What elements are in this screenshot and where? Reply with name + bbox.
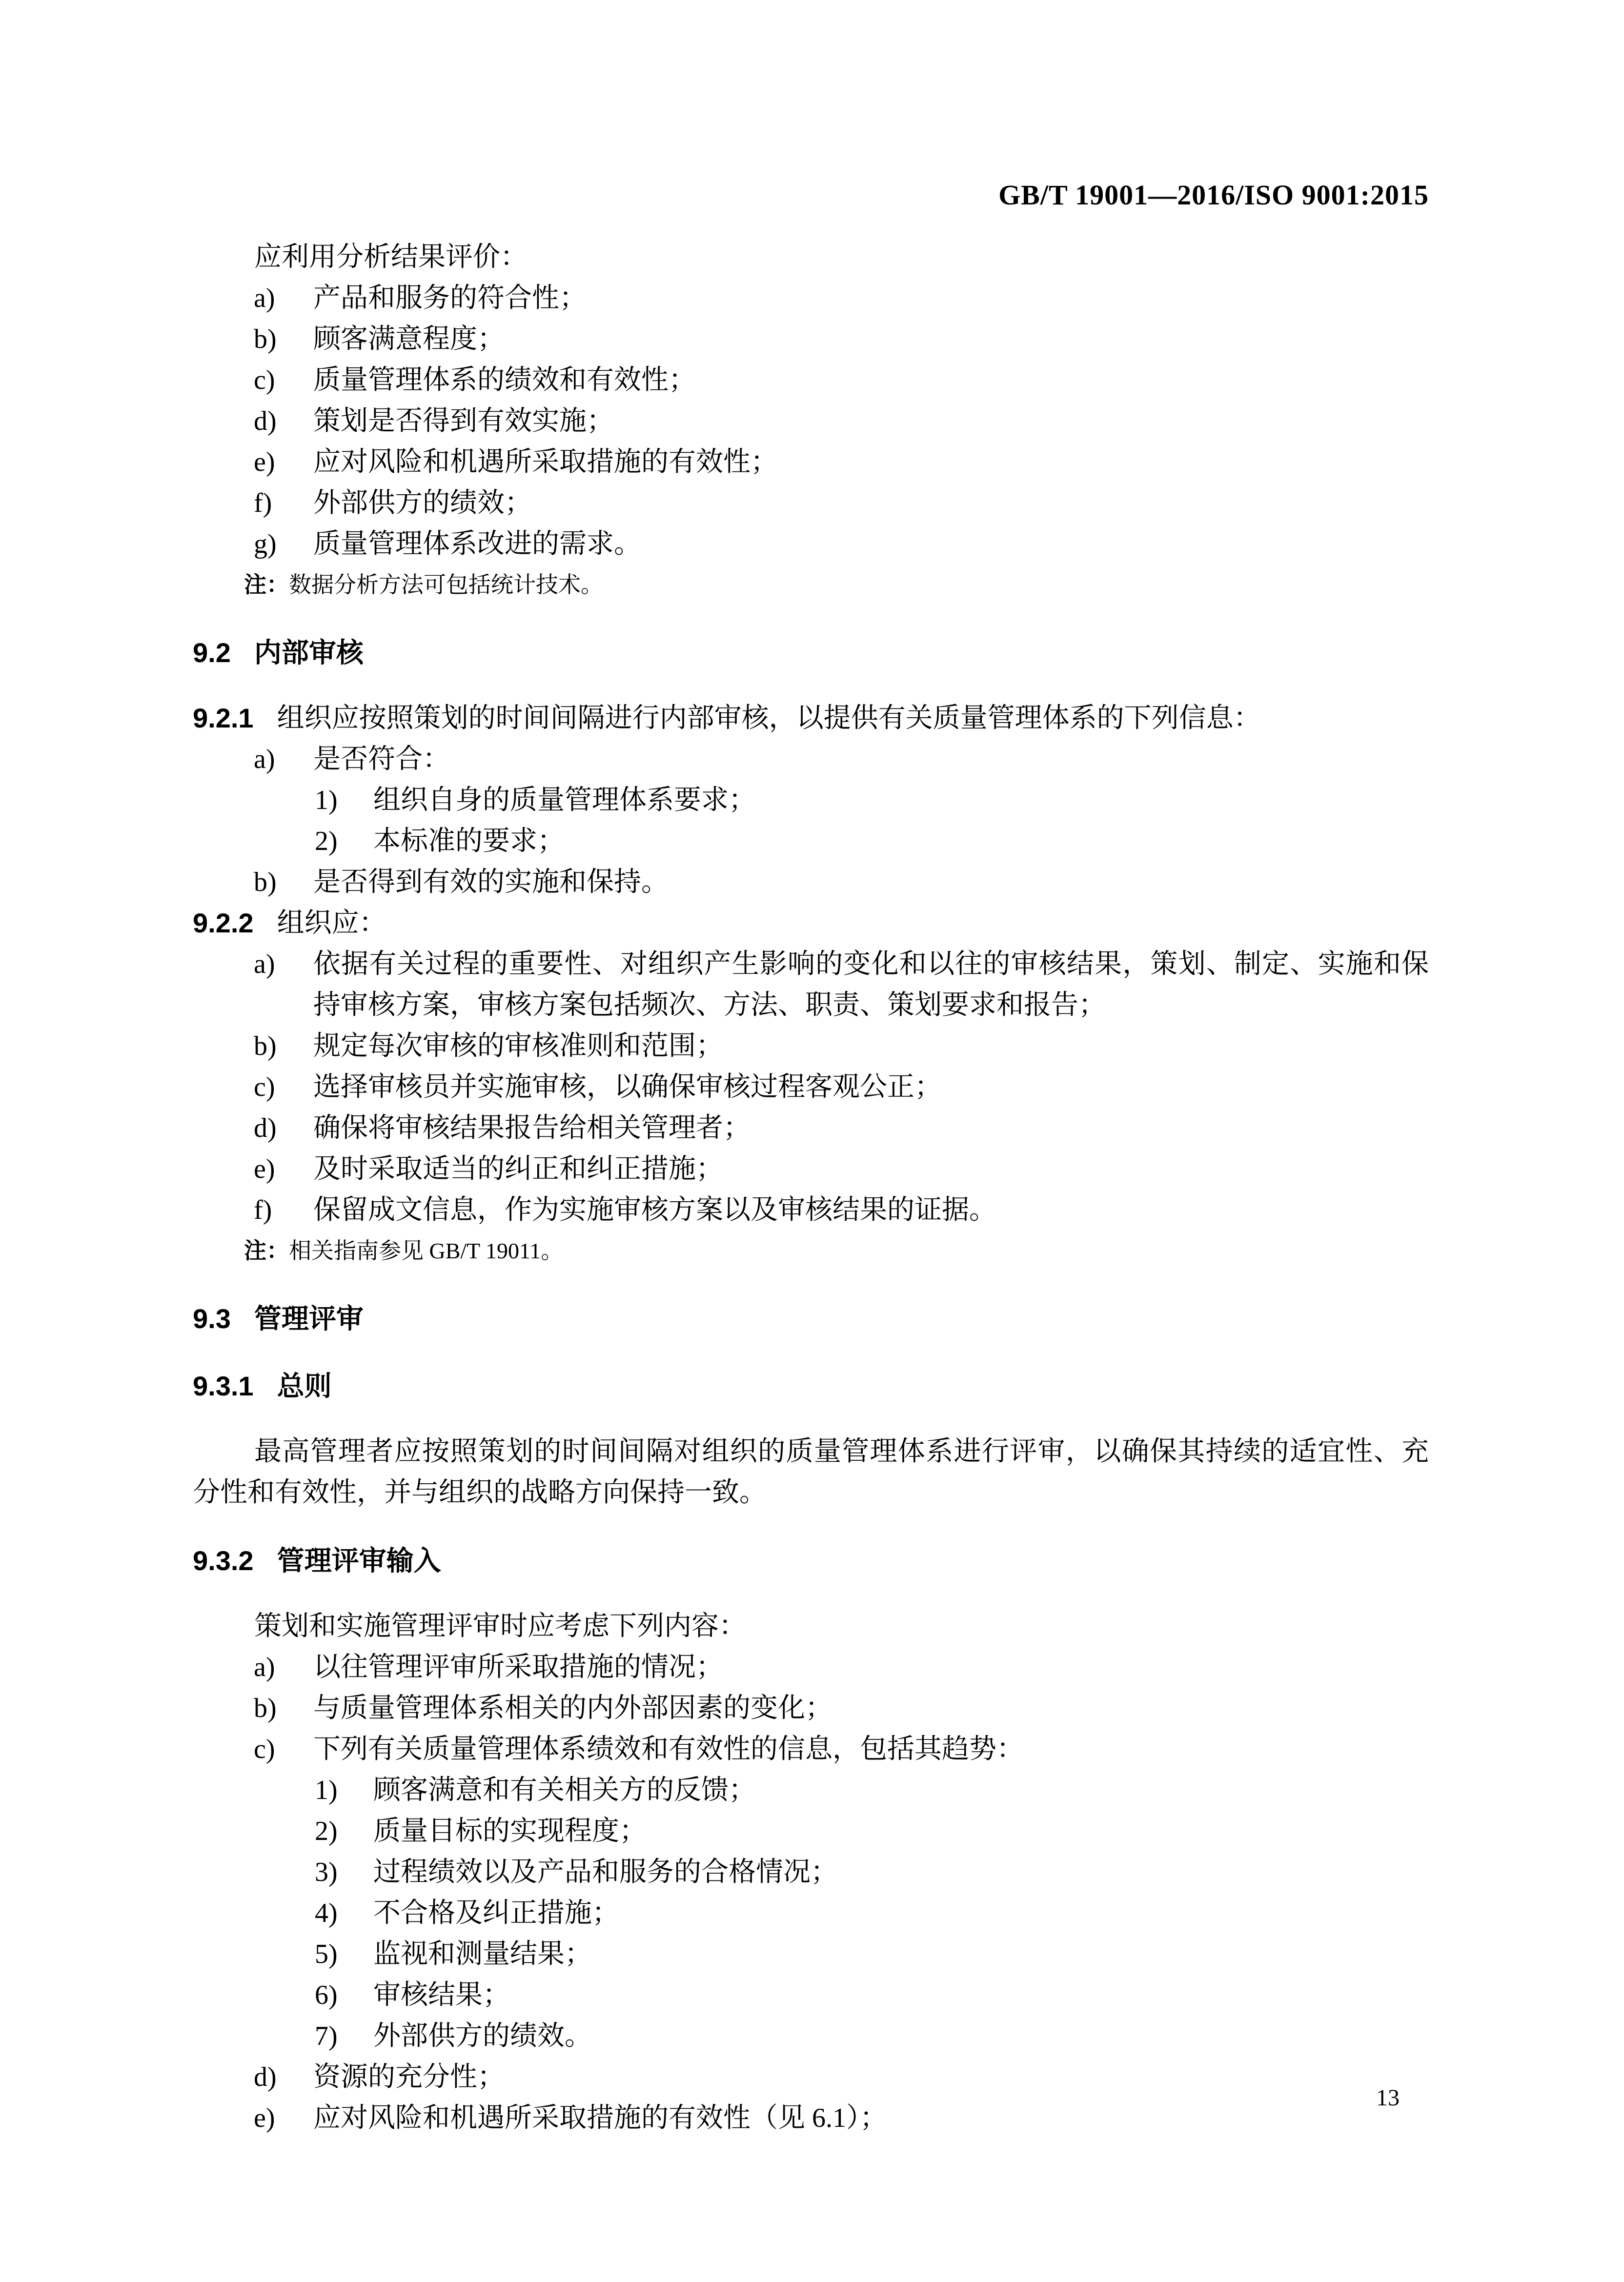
- list-item-text: 是否符合：: [313, 744, 450, 774]
- list-item-text: 资源的充分性；: [313, 2062, 505, 2092]
- list-item-label: a): [254, 949, 275, 979]
- list-item-text: 质量管理体系改进的需求。: [313, 529, 641, 559]
- list-item-text: 本标准的要求；: [373, 826, 565, 856]
- clause-paragraph: [193, 698, 1429, 739]
- list-item: [193, 1852, 1429, 1893]
- clause-number: 9.2.1: [193, 703, 254, 733]
- list-item-label: 2): [315, 1816, 338, 1846]
- note-label: 注：: [244, 572, 289, 597]
- list-item-label: b): [254, 867, 277, 897]
- section-number: 9.3.2: [193, 1545, 254, 1576]
- list-item-text: 下列有关质量管理体系绩效和有效性的信息，包括其趋势：: [313, 1734, 1024, 1764]
- list-item-label: 5): [315, 1939, 338, 1969]
- list-item: [193, 401, 1429, 442]
- list-item-label: b): [254, 1693, 277, 1723]
- list-item: [193, 1811, 1429, 1852]
- list-item-label: d): [254, 1113, 277, 1143]
- list-item-text: 依据有关过程的重要性、对组织产生影响的变化和以往的审核结果，策划、制定、实施和保持审核方案，审核方案包括频次、方法、职责、策划要求和报告；: [313, 949, 1429, 1020]
- list-item-text: 以往管理评审所采取措施的情况；: [313, 1652, 723, 1682]
- list-item-text: 质量目标的实现程度；: [373, 1816, 647, 1846]
- page-number: 13: [1376, 2085, 1400, 2111]
- section-number: 9.3: [193, 1303, 231, 1334]
- list-item-text: 及时采取适当的纠正和纠正措施；: [313, 1154, 723, 1184]
- document-body: [193, 237, 1429, 2139]
- list-item: [193, 1067, 1429, 1108]
- list-item-text: 保留成文信息，作为实施审核方案以及审核结果的证据。: [313, 1195, 996, 1225]
- list-item-text: 应对风险和机遇所采取措施的有效性；: [313, 447, 778, 477]
- list-item: [193, 360, 1429, 401]
- list-item: [193, 821, 1429, 862]
- paragraph-text: 策划和实施管理评审时应考虑下列内容：: [254, 1611, 746, 1641]
- list-item-text: 应对风险和机遇所采取措施的有效性（见 6.1）；: [313, 2103, 887, 2133]
- list-item-text: 产品和服务的符合性；: [313, 283, 587, 313]
- note-line: [193, 565, 1429, 605]
- list-item-label: a): [254, 1652, 275, 1682]
- list-item: [193, 1108, 1429, 1149]
- list-item-text: 是否得到有效的实施和保持。: [313, 867, 669, 897]
- list-item: [193, 1149, 1429, 1190]
- list-item-label: a): [254, 283, 275, 313]
- section-number: 9.3.1: [193, 1371, 254, 1401]
- list-item-text: 过程绩效以及产品和服务的合格情况；: [373, 1857, 838, 1887]
- list-item-label: 4): [315, 1898, 338, 1928]
- list-item-label: e): [254, 2103, 275, 2133]
- standard-code: GB/T 19001—2016/ISO 9001:2015: [998, 179, 1429, 211]
- list-item-text: 与质量管理体系相关的内外部因素的变化；: [313, 1693, 832, 1723]
- paragraph-lead-line: [193, 237, 1429, 278]
- list-item: [193, 278, 1429, 319]
- list-item-text: 确保将审核结果报告给相关管理者；: [313, 1113, 751, 1143]
- list-item: [193, 1190, 1429, 1231]
- list-item-label: 2): [315, 826, 338, 856]
- list-item: [193, 524, 1429, 565]
- section-heading: [193, 1299, 1429, 1338]
- clause-text: 组织应：: [277, 908, 386, 938]
- list-item: [193, 442, 1429, 483]
- list-item-text: 规定每次审核的审核准则和范围；: [313, 1031, 723, 1061]
- list-item: [193, 1975, 1429, 2016]
- clause-number: 9.2.2: [193, 908, 254, 938]
- list-item-label: c): [254, 365, 275, 395]
- note-label: 注：: [244, 1238, 289, 1263]
- list-item-text: 策划是否得到有效实施；: [313, 406, 614, 436]
- list-item-text: 不合格及纠正措施；: [373, 1898, 619, 1928]
- list-item-text: 审核结果；: [373, 1980, 510, 2010]
- section-heading: [193, 1541, 1429, 1580]
- paragraph-lead-line: [193, 1606, 1429, 1647]
- section-heading: [193, 1367, 1429, 1406]
- list-item-text: 监视和测量结果；: [373, 1939, 592, 1969]
- list-item-label: 1): [315, 785, 338, 815]
- section-title: 管理评审输入: [277, 1545, 441, 1576]
- list-item-label: c): [254, 1072, 275, 1102]
- note-line: [193, 1231, 1429, 1271]
- list-item-label: 7): [315, 2021, 338, 2051]
- list-item: [193, 1026, 1429, 1067]
- list-item-text: 选择审核员并实施审核，以确保审核过程客观公正；: [313, 1072, 942, 1102]
- list-item: [193, 739, 1429, 780]
- list-item: [193, 319, 1429, 360]
- clause-text: 组织应按照策划的时间间隔进行内部审核，以提供有关质量管理体系的下列信息：: [277, 703, 1261, 733]
- list-item: [193, 2016, 1429, 2057]
- list-item-label: d): [254, 406, 277, 436]
- body-paragraph: 最高管理者应按照策划的时间间隔对组织的质量管理体系进行评审，以确保其持续的适宜性、充分性和有效性，并与组织的战略方向保持一致。: [193, 1436, 1429, 1508]
- list-item: [193, 1688, 1429, 1729]
- list-item: [193, 1893, 1429, 1934]
- list-item-text: 外部供方的绩效。: [373, 2021, 592, 2051]
- list-item-label: e): [254, 447, 275, 477]
- list-item-text: 组织自身的质量管理体系要求；: [373, 785, 756, 815]
- list-item-text: 顾客满意和有关相关方的反馈；: [373, 1775, 756, 1805]
- section-heading: [193, 633, 1429, 672]
- section-number: 9.2: [193, 637, 231, 668]
- section-title: 总则: [277, 1371, 332, 1401]
- note-text: 相关指南参见 GB/T 19011。: [289, 1238, 564, 1263]
- clause-paragraph: [193, 903, 1429, 944]
- list-item-text: 顾客满意程度；: [313, 324, 505, 354]
- list-item-label: c): [254, 1734, 275, 1764]
- list-item: [193, 2098, 1429, 2139]
- section-title: 管理评审: [254, 1303, 364, 1334]
- list-item: [193, 1934, 1429, 1975]
- list-item-text: 质量管理体系的绩效和有效性；: [313, 365, 696, 395]
- list-item: [193, 2057, 1429, 2098]
- list-item: [193, 862, 1429, 903]
- list-item: [193, 780, 1429, 821]
- list-item-label: g): [254, 529, 277, 559]
- list-item-text: 外部供方的绩效；: [313, 488, 532, 518]
- list-item-label: 3): [315, 1857, 338, 1887]
- list-item: [193, 1729, 1429, 1770]
- note-text: 数据分析方法可包括统计技术。: [289, 572, 603, 597]
- list-item-label: 6): [315, 1980, 338, 2010]
- list-item-label: e): [254, 1154, 275, 1184]
- list-item: [193, 944, 1429, 1026]
- paragraph-text: 应利用分析结果评价：: [254, 242, 528, 272]
- list-item-label: f): [254, 488, 272, 518]
- list-item: [193, 483, 1429, 524]
- list-item-label: f): [254, 1195, 272, 1225]
- list-item: [193, 1647, 1429, 1688]
- list-item-label: b): [254, 1031, 277, 1061]
- list-item: [193, 1770, 1429, 1811]
- list-item-label: b): [254, 324, 277, 354]
- section-title: 内部审核: [254, 637, 364, 668]
- page-header: [193, 178, 1429, 212]
- list-item-label: 1): [315, 1775, 338, 1805]
- list-item-label: d): [254, 2062, 277, 2092]
- list-item-label: a): [254, 744, 275, 774]
